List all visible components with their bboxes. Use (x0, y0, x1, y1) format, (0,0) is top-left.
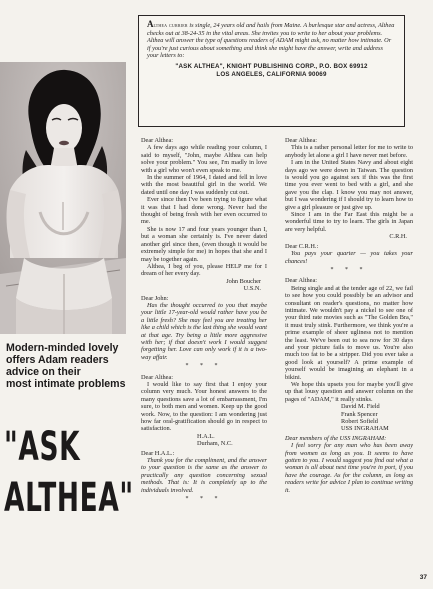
kicker-line: advice on their (6, 366, 81, 378)
intro-body: is single, 24 years old and hails from Maine. A burlesque star and actress, Althea checks out at 38-24-35 in the vital areas. She invites you to write to her about your problems. Althea will answer the type of questions readers of ADAM might ask, no matter how intimate. Or if you're just curious about something and think she might have the answer, write and address your letters to: (147, 22, 395, 60)
letter-signature-ship: USS INGRAHAM (341, 425, 389, 433)
address-line-1: "ASK ALTHEA", KNIGHT PUBLISHING CORP., P.O. BOX 69912 (175, 62, 368, 70)
section-divider: * * * (185, 496, 223, 503)
address-line-2: LOS ANGELES, CALIFORNIA 90069 (216, 70, 327, 78)
model-photo (0, 62, 126, 334)
letter-paragraph: Ever since then I've been trying to figure what it was that I had done wrong. Never had the thought of being fresh with her even occurred to me. (141, 196, 267, 226)
letter-paragraph: Althea, I beg of you, please HELP me for I dream of her every day. (141, 262, 267, 278)
column-1 (141, 135, 267, 507)
kicker-line: most intimate problems (6, 378, 126, 390)
intro-lead: lthea currier (153, 22, 188, 29)
headline-title-line-1: "ASK (4, 424, 81, 470)
intro-box (138, 15, 405, 127)
answer-salutation: Dear John: (141, 294, 169, 302)
letter-paragraph: A few days ago while reading your column, I said to myself, "John, maybe Althea can help solve your problem." You see, I'm madly in love with a girl who won't even speak to me. (141, 144, 267, 174)
headline-kicker (6, 342, 131, 390)
answer-salutation: Dear C.R.H.: (285, 242, 319, 250)
answer-text: Has the thought occurred to you that maybe your little 17-year-old would rather have you be a little fresh? She may feel you are treating her like a child which is the last thing she would want at that age. Try being a little more aggressive with her; if that doesn't work I would suggest forgetting her. Love can only work if it is a two-way affair. (141, 301, 267, 361)
letter-signature: John Boucher (226, 277, 261, 285)
letter-signature: David M. Field (341, 403, 380, 411)
letter-salutation: Dear Althea: (285, 137, 317, 144)
letter-signature-org: U.S.N. (243, 285, 261, 293)
letter-signature: H.A.L. (197, 432, 215, 440)
kicker-line: offers Adam readers (6, 354, 109, 366)
letter-paragraph: This is a rather personal letter for me to write to anybody let alone a girl I have never met before. (285, 144, 413, 159)
intro-text (147, 21, 396, 60)
intro-dropcap: A (147, 19, 154, 29)
answer-text: You pays your quarter — you takes your chances! (285, 250, 413, 265)
letter-salutation: Dear Althea: (141, 137, 173, 144)
headline-title-line-2: ALTHEA" (4, 475, 134, 521)
letter-paragraph: I would like to say first that I enjoy your column very much. Your honest answers to the many questions save a lot of embarrassment, I'm sure, to both men and women. Keep up the good work. Now, to the question: I am wondering just how far oral-gratification should go in respect to satisfaction. (141, 381, 267, 433)
section-divider: * * * (185, 363, 223, 370)
column-2 (285, 135, 413, 494)
letter-signature: C.R.H. (389, 233, 407, 241)
answer-text: I feel sorry for any man who has been away from women as long as you. It seems to have gotten to you. I would suggest you find out what a woman is all about next time you're in port, if you have the courage. As for the column, as long as readers write for advice I plan to continue writing it. (285, 442, 413, 494)
letter-paragraph: In the summer of 1964, I dated and fell in love with the most beautiful girl in the world. We dated until one day I was suddenly cut out. (141, 174, 267, 196)
answer-salutation: Dear H.A.L.: (141, 449, 175, 457)
letter-paragraph: I am in the United States Navy and about eight days ago we were down in Taiwan. The question is would you go against sex if this was the first time you ever went to bed with a girl, and she gave you the clap. I know you may not answer, but I was wondering if I should try to learn how to give a girl pleasure or just give up. (285, 159, 413, 211)
letter-signature-place: Durham, N.C. (197, 440, 233, 448)
letter-paragraph: Since I am in the Far East this might be a wonderful time to try to learn. The girls in Japan are very helpful. (285, 211, 413, 233)
page-number: 37 (419, 574, 427, 581)
letter-salutation: Dear Althea: (285, 277, 317, 285)
letter-salutation: Dear Althea: (141, 373, 173, 381)
letter-signature: Frank Spencer (341, 410, 378, 418)
letter-signature: Robert Sofield (341, 418, 378, 426)
section-divider: * * * (330, 266, 368, 273)
letter-paragraph: We hope this upsets you for maybe you'll give up that lousy question and answer column on the pages of "ADAM," it really stinks. (285, 381, 413, 403)
answer-text: Thank you for the compliment, and the answer to your question is the same as the answer to practically any question concerning sexual methods. That is: It is completely up to the individuals involved. (141, 457, 267, 494)
model-photo-image (0, 62, 126, 334)
kicker-line: Modern-minded lovely (6, 342, 119, 354)
answer-salutation: Dear members of the USS INGRAHAM: (285, 434, 387, 442)
letter-paragraph: She is now 17 and four years younger than I, but a woman she certainly is. I've never dated another girl since then, (even though it would be extremely simple for me) in hopes that she and I may be together again. (141, 225, 267, 263)
letter-paragraph: Being single and at the tender age of 22, we fail to see how you could possibly be an advisor and consultant on reader's questions, no matter how intimate. We wouldn't pay a nickel to see one of your third rate movies such as "The Golden Bra," it must truly stink. Furthermore, we think you're a prime example of sheer ugliness not to mention the least. We've been out to sea now for 30 days and your picture fails to move us. You're also much too fat to be a stripper. Did you ever take a good look at yourself? A prime example of yourself would be imagining an elephant in a bikini. (285, 284, 413, 381)
